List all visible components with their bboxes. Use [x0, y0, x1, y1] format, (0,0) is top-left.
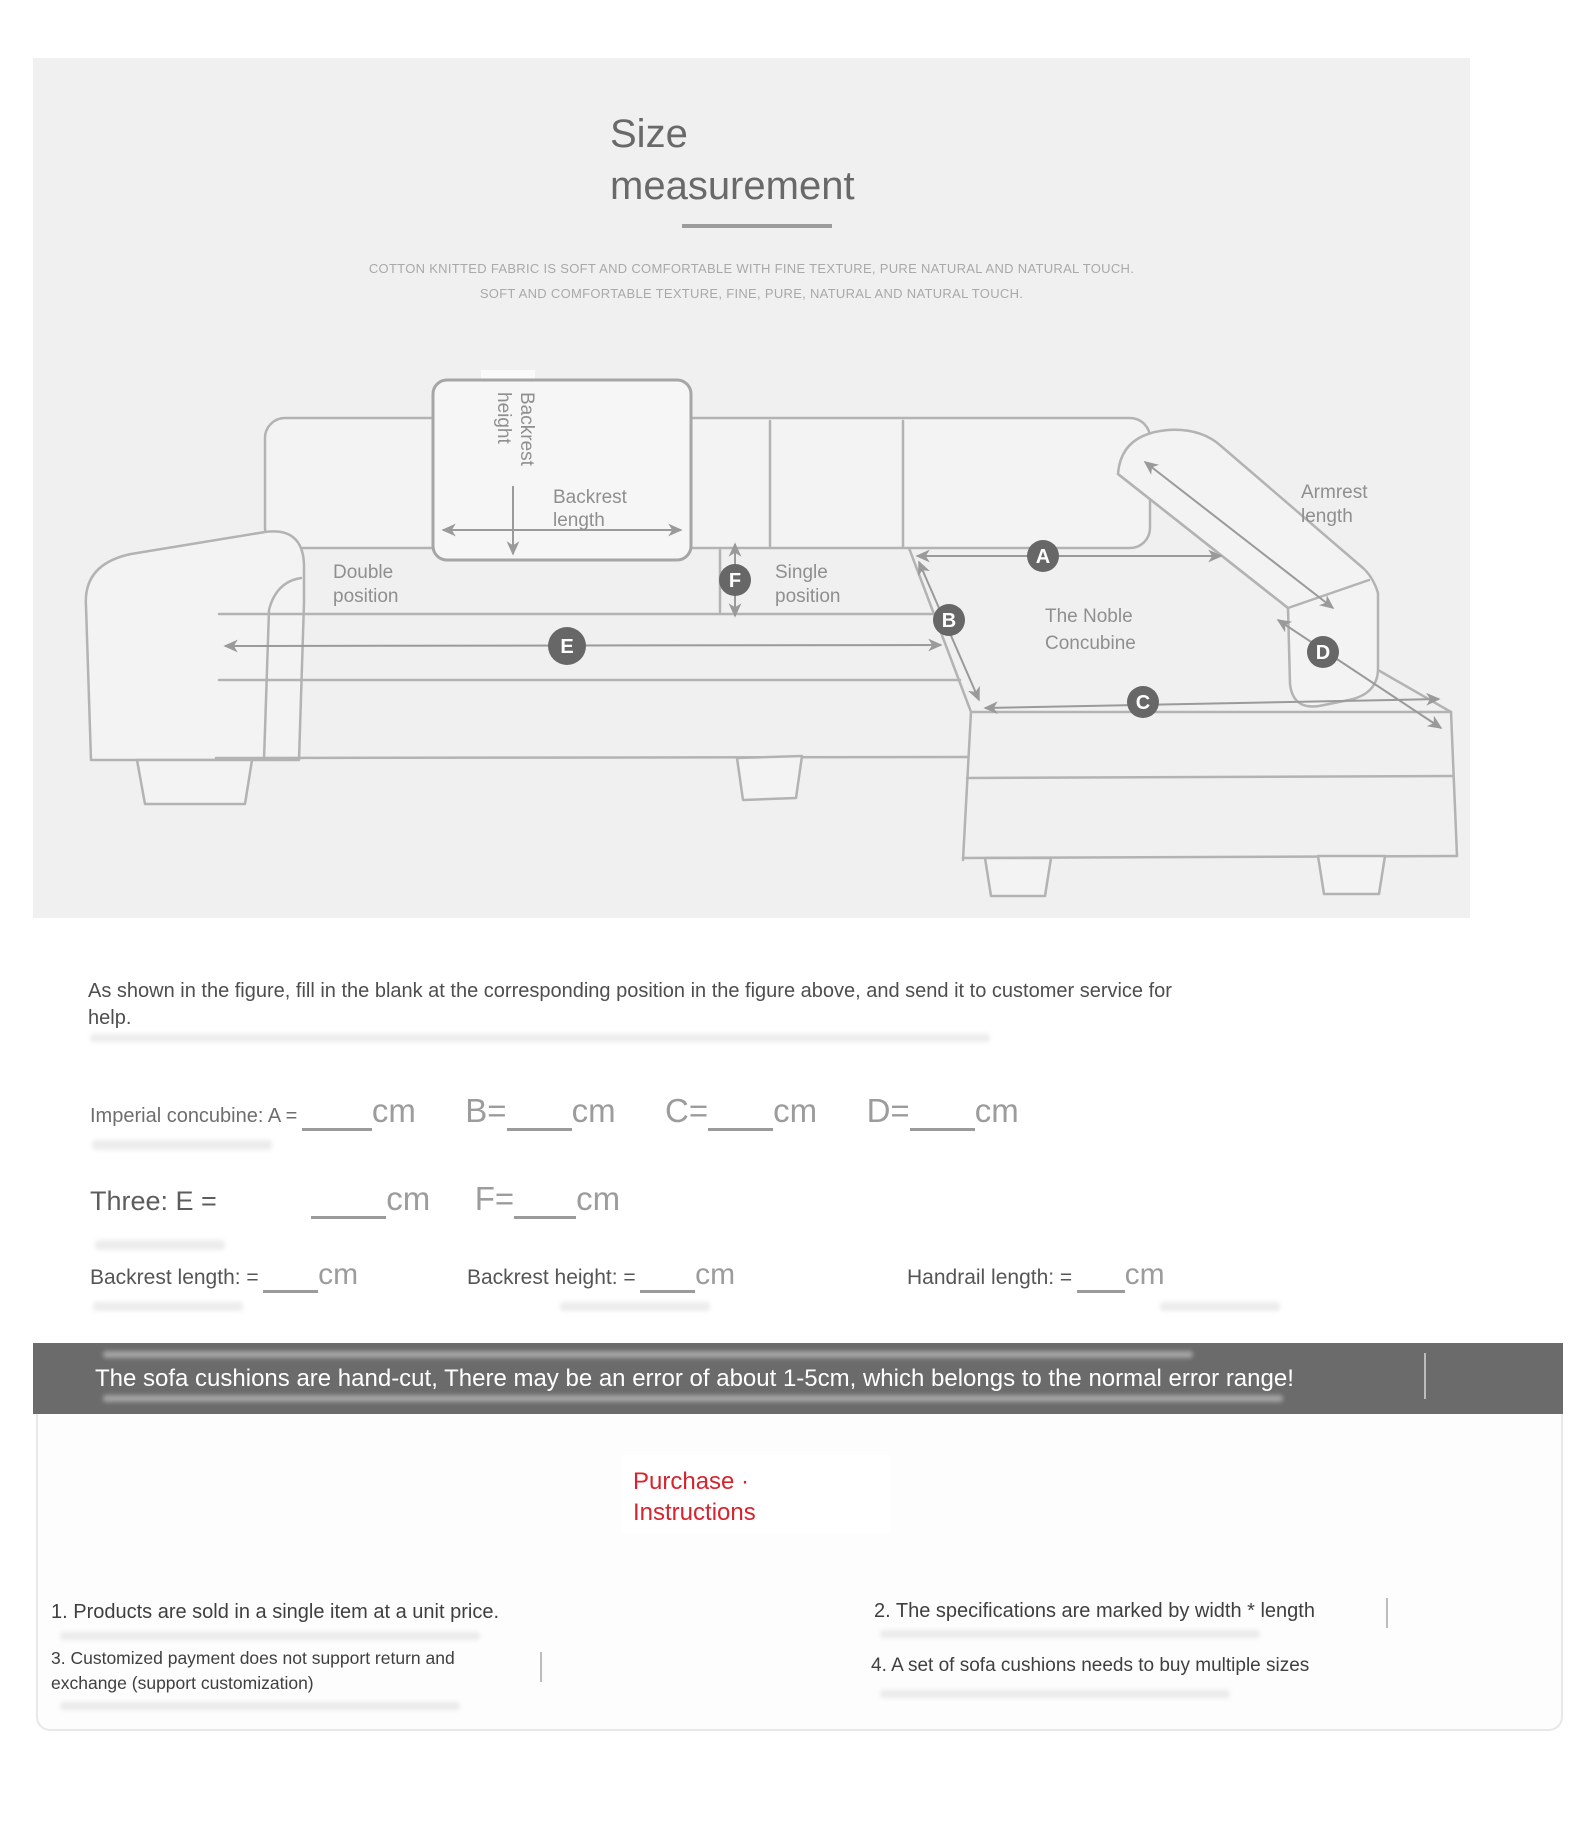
- svg-text:C: C: [1135, 692, 1151, 714]
- blank-handrail-length: [1077, 1290, 1125, 1293]
- unit-backrest-height: cm: [695, 1258, 736, 1291]
- arrow-c: [985, 699, 1439, 708]
- row1-c-label: C=: [665, 1092, 709, 1129]
- unit-f: cm: [576, 1180, 621, 1217]
- marker-e: [548, 627, 586, 665]
- ghost-artifact: [95, 1240, 225, 1250]
- unit-d: cm: [974, 1092, 1019, 1129]
- blank-a: [302, 1128, 372, 1131]
- page-title: [610, 108, 855, 212]
- backrest-length-line1: Backrest: [553, 487, 627, 508]
- purchase-heading-line1: Purchase ·: [633, 1468, 750, 1495]
- double-position-line1: Double: [333, 562, 394, 583]
- artifact-line: [1424, 1353, 1426, 1399]
- blank-backrest-height: [640, 1290, 695, 1293]
- backrest-height-line2: height: [493, 392, 514, 444]
- subtitle-line2: SOFT AND COMFORTABLE TEXTURE, FINE, PURE, NATURAL AND NATURAL TOUCH.: [479, 286, 1024, 301]
- purchase-heading: [633, 1466, 756, 1528]
- unit-e: cm: [386, 1180, 431, 1217]
- left-armrest: [86, 531, 304, 804]
- form-group-backrest-height: [467, 1258, 735, 1293]
- instruction-item-2: 2. The specifications are marked by width * length: [874, 1600, 1315, 1622]
- marker-d: [1307, 636, 1339, 668]
- purchase-heading-line2: Instructions: [633, 1499, 756, 1526]
- row1-b-label: B=: [465, 1092, 507, 1129]
- unit-b: cm: [571, 1092, 616, 1129]
- fill-in-note: As shown in the figure, fill in the blank at the corresponding position in the figure above, and send it to customer service for help.: [88, 980, 1172, 1029]
- unit-handrail-length: cm: [1124, 1258, 1165, 1291]
- blank-e: [311, 1216, 386, 1219]
- svg-text:F: F: [728, 570, 742, 592]
- backrest-height-line1: Backrest: [516, 392, 537, 466]
- row1-d-label: D=: [866, 1092, 910, 1129]
- artifact-line: [540, 1652, 542, 1682]
- ghost-artifact: [560, 1302, 710, 1311]
- handrail-length-label: Handrail length: =: [907, 1266, 1073, 1289]
- error-notice-text: The sofa cushions are hand-cut, There may be an error of about 1-5cm, which belongs to the normal error range!: [95, 1365, 1294, 1392]
- armrest-length-line2: length: [1301, 506, 1353, 527]
- sofa-seat: [216, 548, 971, 860]
- subtitle-line1: COTTON KNITTED FABRIC IS SOFT AND COMFORTABLE WITH FINE TEXTURE, PURE NATURAL AND NATURAL TOUCH.: [368, 261, 1135, 276]
- row2-label: Three: E =: [90, 1186, 217, 1216]
- blank-f: [514, 1216, 576, 1219]
- blank-backrest-length: [263, 1290, 318, 1293]
- form-group-handrail-length: [907, 1258, 1165, 1293]
- back-cushions: [265, 418, 1150, 548]
- svg-text:A: A: [1035, 546, 1051, 568]
- marker-c: [1127, 686, 1159, 718]
- title-divider: [682, 224, 832, 228]
- marker-b: [933, 604, 965, 636]
- single-position-line2: position: [775, 586, 841, 607]
- unit-c: cm: [773, 1092, 818, 1129]
- page-title-line1: Size: [610, 112, 688, 156]
- svg-text:E: E: [560, 636, 574, 658]
- instruction-item-1: 1. Products are sold in a single item at a unit price.: [51, 1601, 500, 1623]
- row1-label: Imperial concubine: A =: [90, 1105, 298, 1127]
- artifact-line: [1386, 1598, 1388, 1628]
- sofa-measurement-diagram: [33, 368, 1470, 923]
- double-position-line2: position: [333, 586, 399, 607]
- ghost-artifact: [92, 1140, 272, 1150]
- backrest-length-label: Backrest length: =: [90, 1266, 259, 1289]
- unit-backrest-length: cm: [318, 1258, 359, 1291]
- backrest-height-label: Backrest height: =: [467, 1266, 636, 1289]
- ghost-artifact: [90, 1034, 990, 1042]
- chaise-label-line1: The Noble: [1045, 606, 1133, 627]
- unit-a: cm: [371, 1092, 416, 1129]
- blank-c: [708, 1128, 773, 1131]
- subtitle: [33, 256, 1470, 306]
- marker-a: [1027, 540, 1059, 572]
- instruction-item-3: 3. Customized payment does not support return and exchange (support customization): [51, 1648, 455, 1693]
- form-row-three: [90, 1180, 620, 1219]
- ghost-artifact: [93, 1302, 243, 1311]
- chaise-label-line2: Concubine: [1045, 633, 1136, 654]
- marker-f: [719, 564, 751, 596]
- error-notice-banner: [33, 1343, 1563, 1414]
- blank-b: [507, 1128, 572, 1131]
- form-row-imperial-concubine: [90, 1092, 1019, 1131]
- single-position-line1: Single: [775, 562, 828, 583]
- form-group-backrest-length: [90, 1258, 358, 1293]
- ghost-artifact: [1160, 1302, 1280, 1311]
- instruction-item-4: 4. A set of sofa cushions needs to buy multiple sizes: [871, 1655, 1310, 1676]
- svg-text:B: B: [941, 610, 957, 632]
- backrest-length-line2: length: [553, 510, 605, 531]
- armrest-length-line1: Armrest: [1301, 482, 1368, 503]
- page-title-line2: measurement: [610, 164, 855, 208]
- row2-f-label: F=: [474, 1180, 515, 1217]
- svg-text:D: D: [1315, 642, 1331, 664]
- backrest-cushion-box: [433, 370, 691, 560]
- blank-d: [910, 1128, 975, 1131]
